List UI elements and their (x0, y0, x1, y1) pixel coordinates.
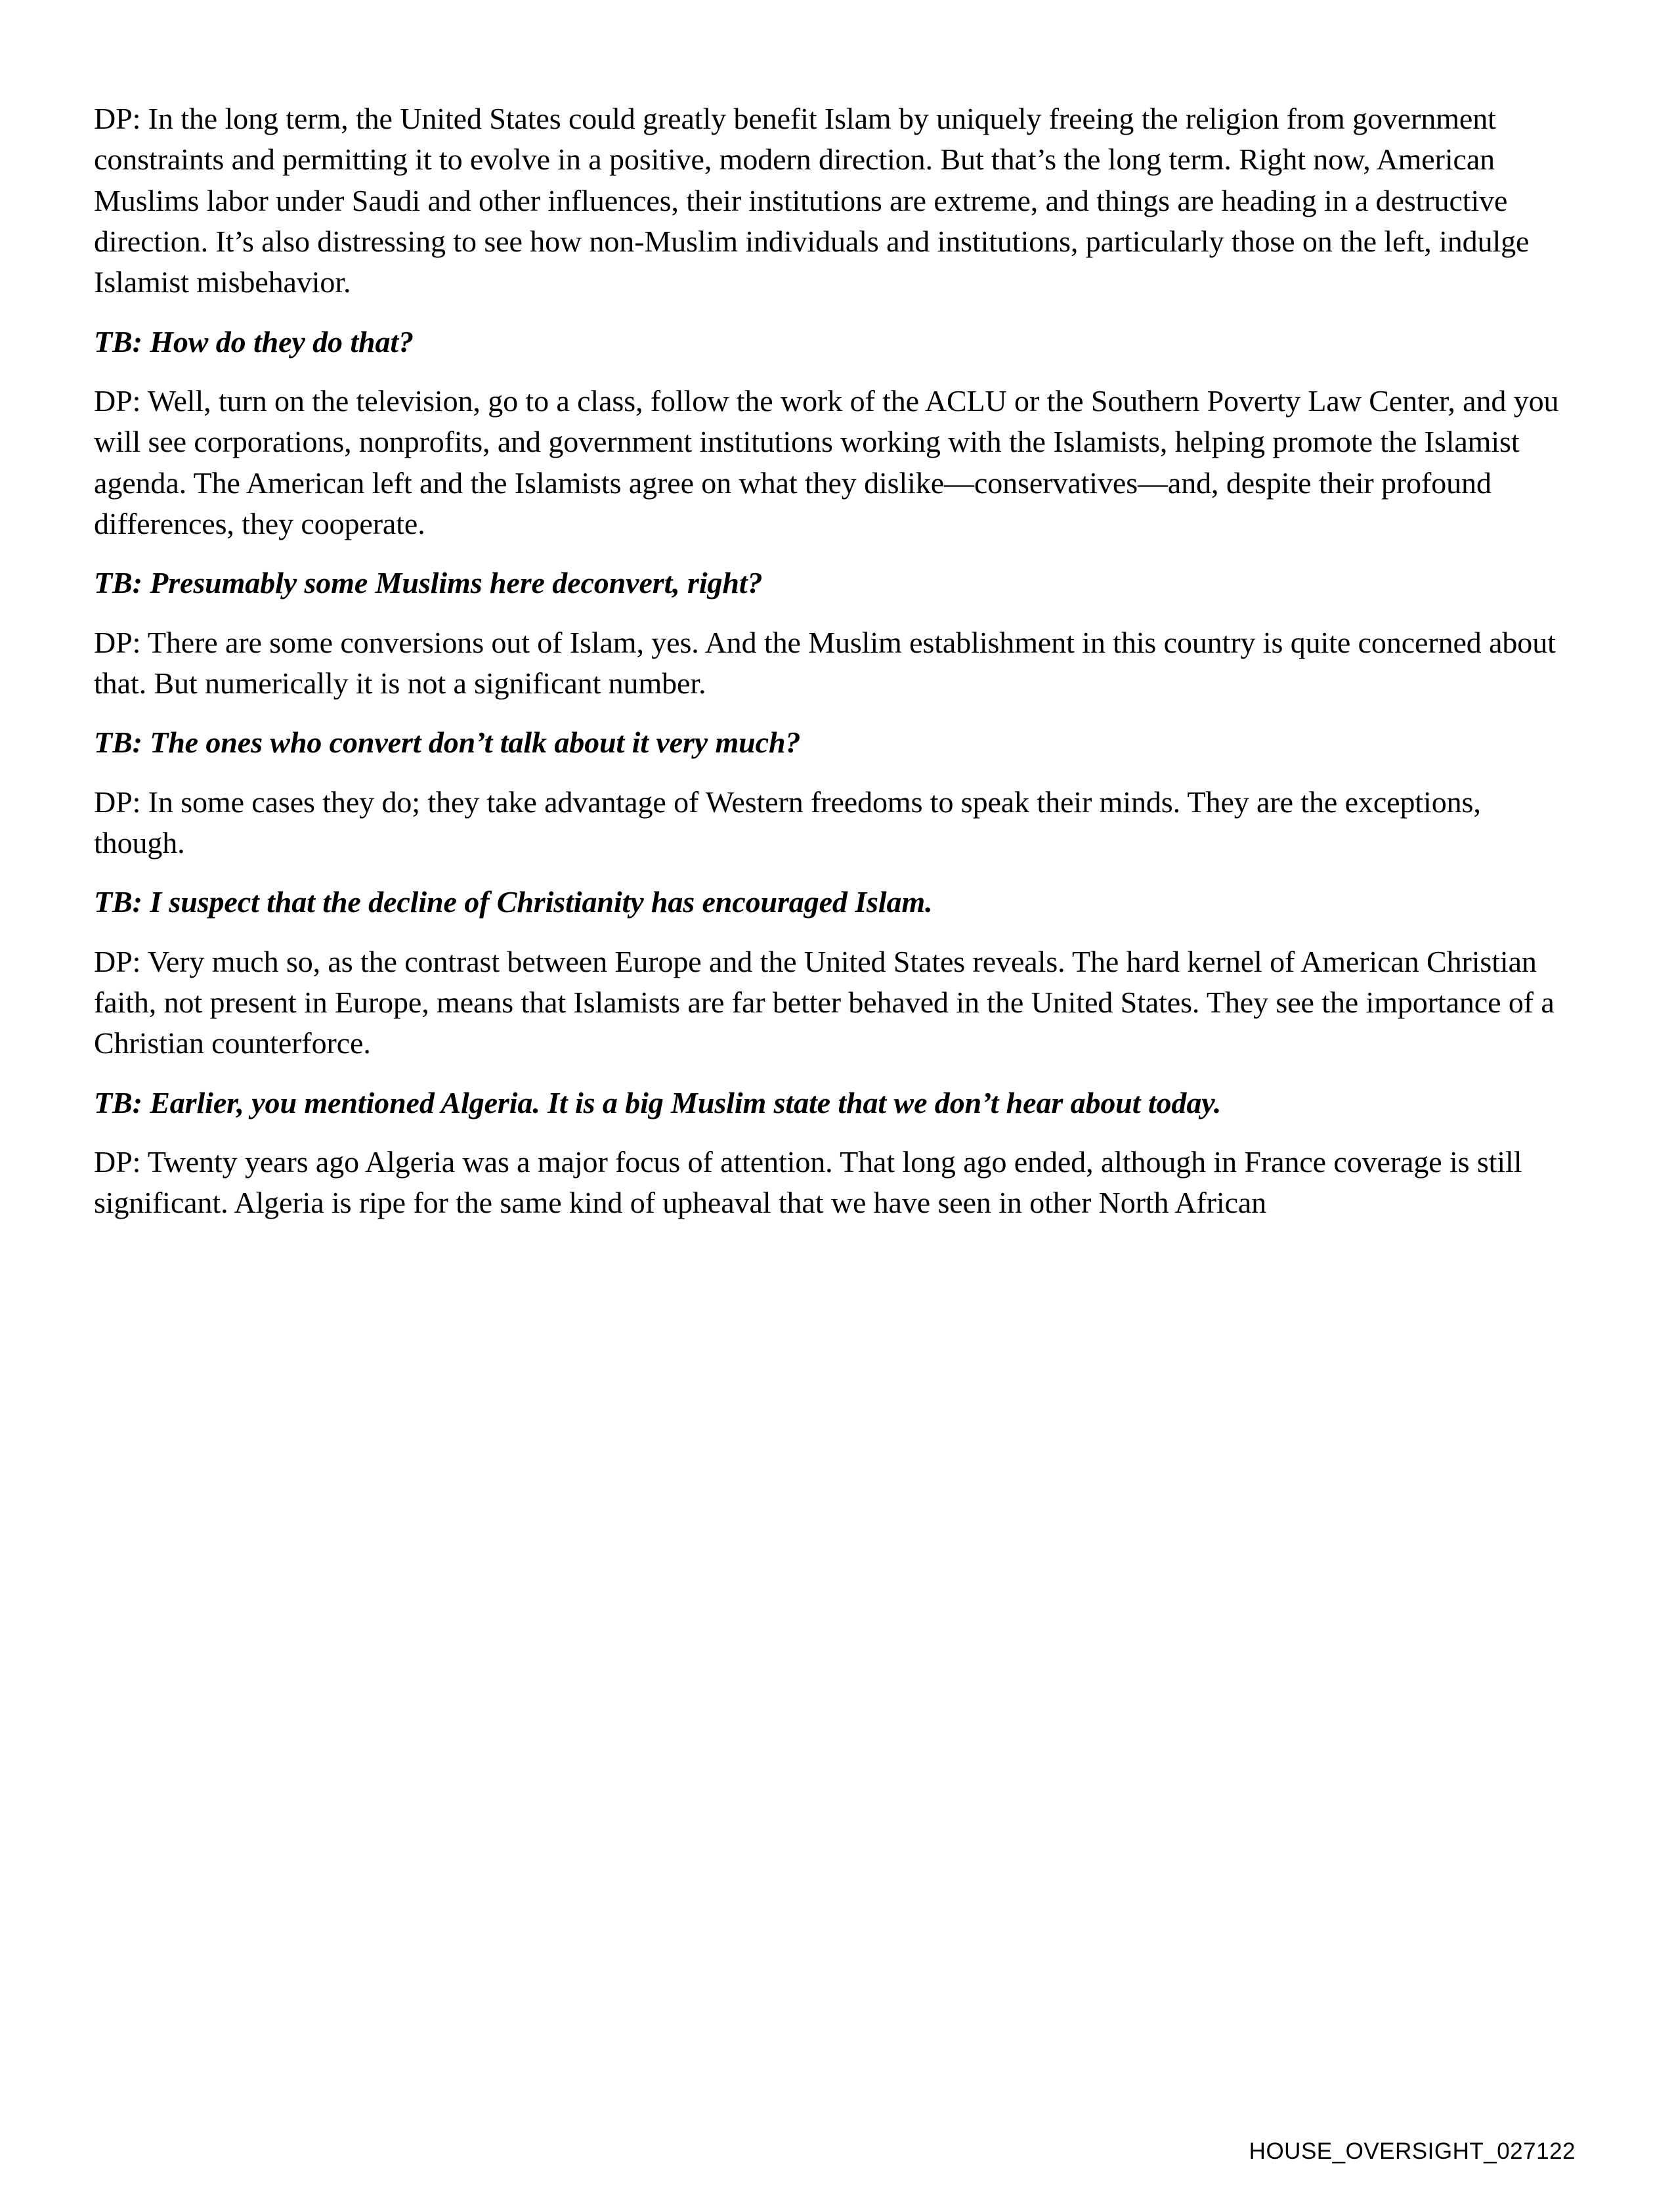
paragraph-question: TB: I suspect that the decline of Christianity has encouraged Islam. (94, 885, 933, 919)
paragraph-question: TB: The ones who convert don’t talk about it very much? (94, 726, 801, 760)
paragraph-answer: DP: Well, turn on the television, go to a class, follow the work of the ACLU or the Southern Poverty Law Center, and you will see corporations, nonprofits, and government institutions working with the Islamists, helping promote the Islamist agenda. The American left and the Islamists agree on what they dislike—conservatives—and, despite their profound differences, they cooperate. (94, 383, 1559, 540)
paragraph-answer: DP: In some cases they do; they take advantage of Western freedoms to speak their minds. They are the exceptions, though. (94, 785, 1481, 859)
paragraph-question: TB: Earlier, you mentioned Algeria. It is a big Muslim state that we don’t hear about today. (94, 1085, 1222, 1119)
paragraph-answer: DP: Twenty years ago Algeria was a major focus of attention. That long ago ended, although in France coverage is still significant. Algeria is ripe for the same kind of upheaval that we have seen in other North African (94, 1144, 1522, 1220)
paragraph-question: TB: How do they do that? (94, 324, 414, 358)
document-body (94, 98, 1559, 1242)
paragraph-answer: DP: In the long term, the United States could greatly benefit Islam by uniquely freeing the religion from government constraints and permitting it to evolve in a positive, modern direction. But that’s the long term. Right now, American Muslims labor under Saudi and other influences, their institutions are extreme, and things are heading in a destructive direction. It’s also distressing to see how non-Muslim individuals and institutions, particularly those on the left, indulge Islamist misbehavior. (94, 102, 1530, 299)
paragraph-answer: DP: Very much so, as the contrast between Europe and the United States reveals. The hard kernel of American Christian faith, not present in Europe, means that Islamists are far better behaved in the United States. They see the importance of a Christian counterforce. (94, 944, 1555, 1060)
paragraph-answer: DP: There are some conversions out of Islam, yes. And the Muslim establishment in this country is quite concerned about that. But numerically it is not a significant number. (94, 625, 1556, 700)
bates-stamp: HOUSE_OVERSIGHT_027122 (1249, 2138, 1576, 2164)
paragraph-question: TB: Presumably some Muslims here deconvert, right? (94, 566, 763, 600)
